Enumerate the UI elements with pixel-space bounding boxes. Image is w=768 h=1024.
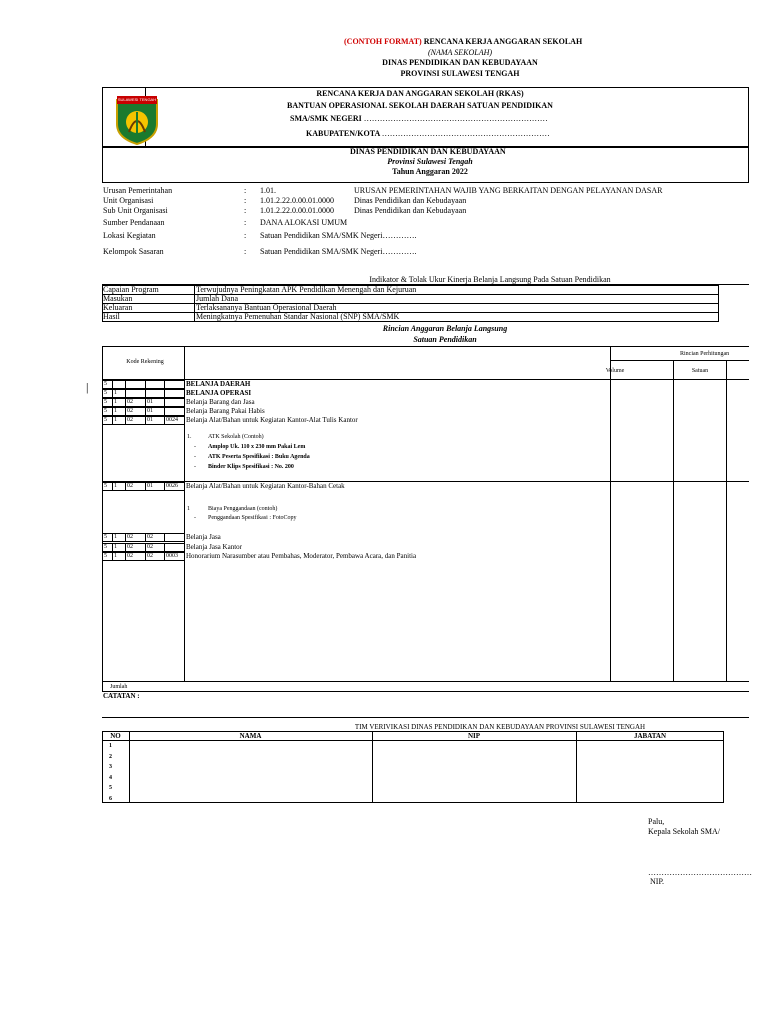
kode-cell: 5 bbox=[104, 553, 107, 559]
uraian-cell: Belanja Barang Pakai Habis bbox=[186, 407, 265, 415]
kode-cell: 5 bbox=[104, 390, 107, 396]
document-title bbox=[344, 37, 582, 47]
kode-cell: 01 bbox=[147, 399, 153, 405]
bosda-title: BANTUAN OPERASIONAL SEKOLAH DAERAH SATUAN PENDIDIKAN bbox=[287, 101, 553, 110]
dinas-block-line2: Provinsi Sulawesi Tengah bbox=[387, 157, 473, 166]
tim-col-no: NO bbox=[110, 732, 121, 740]
dinas-title: DINAS PENDIDIKAN DAN KEBUDAYAAN bbox=[382, 58, 538, 67]
tim-row-number: 2 bbox=[109, 753, 112, 760]
info-value: Dinas Pendidikan dan Kebudayaan bbox=[354, 206, 467, 215]
province-logo bbox=[113, 94, 161, 146]
rincian-subtitle: Satuan Pendidikan bbox=[413, 335, 477, 344]
kode-cell: 1 bbox=[114, 399, 117, 405]
sma-dots: …………………………………………………………… bbox=[363, 114, 548, 123]
atk-item: ATK Peserta Spesifikasi : Buku Agenda bbox=[208, 454, 310, 460]
tim-row-number: 1 bbox=[109, 743, 112, 749]
kode-cell: 5 bbox=[104, 399, 107, 405]
title-paren-open: ( bbox=[344, 37, 347, 46]
logo-text: SULAWESI TENGAH bbox=[117, 97, 157, 102]
tim-table bbox=[102, 731, 724, 803]
info-label: Lokasi Kegiatan bbox=[103, 231, 156, 240]
tim-row-number: 5 bbox=[109, 785, 112, 791]
satuan-header: Satuan bbox=[691, 368, 709, 374]
uraian-cell: BELANJA OPERASI bbox=[186, 389, 252, 397]
kode-cell: 02 bbox=[147, 544, 153, 550]
info-label: Kelompok Sasaran bbox=[103, 247, 164, 256]
sma-line bbox=[290, 114, 548, 124]
kode-cell: 02 bbox=[127, 417, 133, 423]
tim-row-number: 6 bbox=[109, 795, 112, 802]
indikator-label: Masukan bbox=[103, 294, 133, 303]
info-code: 1.01.2.22.0.00.01.0000 bbox=[260, 196, 334, 205]
kab-dots: ……………………………………………………… bbox=[381, 129, 550, 138]
atk-dash: - bbox=[194, 464, 196, 470]
atk-title: ATK Sekolah (Contoh) bbox=[208, 434, 264, 440]
atk-dash: - bbox=[194, 454, 196, 460]
info-label: Sub Unit Organisasi bbox=[103, 206, 168, 215]
atk-dash: - bbox=[194, 444, 196, 450]
kode-cell: 5 bbox=[104, 408, 107, 414]
kode-cell: 0003 bbox=[166, 553, 178, 559]
title-paren-close: ) bbox=[419, 37, 422, 46]
kode-cell: 5 bbox=[104, 417, 107, 423]
sign-city: Palu, bbox=[648, 817, 665, 826]
indikator-value: Terlaksananya Bantuan Operasional Daerah bbox=[196, 303, 337, 312]
info-code: DANA ALOKASI UMUM bbox=[260, 218, 348, 227]
atk-num: 1. bbox=[187, 434, 192, 440]
kode-cell: 0024 bbox=[166, 417, 178, 423]
rincian-title: Rincian Anggaran Belanja Langsung bbox=[382, 324, 508, 333]
dinas-block-line3: Tahun Anggaran 2022 bbox=[392, 167, 468, 176]
kab-label: KABUPATEN/KOTA bbox=[306, 129, 380, 138]
info-code: Satuan Pendidikan SMA/SMK Negeri…………. bbox=[260, 231, 417, 240]
cetak-dash: - bbox=[194, 515, 196, 521]
volume-header: Volume bbox=[605, 368, 625, 374]
kode-cell: 1 bbox=[114, 483, 117, 489]
uraian-cell: Honorarium Narasumber atau Pembahas, Moderator, Pembawa Acara, dan Panitia bbox=[186, 552, 417, 560]
kode-cell: 5 bbox=[104, 381, 107, 387]
kode-cell: 1 bbox=[114, 534, 117, 540]
kab-line bbox=[306, 129, 550, 139]
indikator-label: Keluaran bbox=[103, 303, 133, 312]
kode-cell: 02 bbox=[147, 553, 153, 559]
catatan-label: CATATAN : bbox=[103, 692, 140, 700]
cetak-item: Penggandaan Spesifikasi : FotoCopy bbox=[208, 515, 297, 521]
info-code: Satuan Pendidikan SMA/SMK Negeri…………. bbox=[260, 247, 417, 256]
jumlah-label: Jumlah bbox=[110, 684, 128, 690]
tim-title: TIM VERIVIKASI DINAS PENDIDIKAN DAN KEBUDAYAAN PROVINSI SULAWESI TENGAH bbox=[354, 723, 646, 731]
dinas-block-line1: DINAS PENDIDIKAN DAN KEBUDAYAAN bbox=[350, 147, 506, 156]
rkas-title: RENCANA KERJA DAN ANGGARAN SEKOLAH (RKAS) bbox=[316, 89, 524, 98]
indikator-value: Jumlah Dana bbox=[196, 294, 238, 303]
info-colon: : bbox=[244, 196, 247, 205]
info-colon: : bbox=[244, 186, 247, 195]
kode-cell: 1 bbox=[114, 390, 117, 396]
kode-cell: 02 bbox=[147, 534, 153, 540]
kode-cell: 1 bbox=[114, 408, 117, 414]
sign-nip: NIP. bbox=[650, 877, 665, 886]
kode-rekening-header: Kode Rekening bbox=[126, 359, 164, 365]
kode-cell: 02 bbox=[127, 408, 133, 414]
kode-cell: 02 bbox=[127, 553, 133, 559]
kode-cell: 5 bbox=[104, 544, 107, 550]
tim-row-number: 4 bbox=[109, 774, 112, 781]
atk-item: Binder Klips Spesifikasi : No. 200 bbox=[208, 464, 294, 470]
sign-role: Kepala Sekolah SMA/ bbox=[648, 827, 720, 836]
info-colon: : bbox=[244, 218, 247, 227]
info-code: 1.01.2.22.0.00.01.0000 bbox=[260, 206, 334, 215]
cetak-num: 1 bbox=[187, 506, 190, 512]
tim-col-nip: NIP bbox=[467, 732, 481, 740]
uraian-cell: Belanja Jasa bbox=[186, 533, 221, 541]
atk-item: Amplop Uk. 110 x 230 mm Pakai Lem bbox=[208, 444, 306, 450]
tim-col-jabatan: JABATAN bbox=[633, 732, 667, 740]
indikator-label: Capaian Program bbox=[103, 285, 159, 294]
kode-cell: 01 bbox=[147, 408, 153, 414]
kode-cell: 02 bbox=[127, 534, 133, 540]
kode-cell: 02 bbox=[127, 544, 133, 550]
info-label: Sumber Pendanaan bbox=[103, 218, 165, 227]
kode-cell: 1 bbox=[114, 417, 117, 423]
indikator-title: Indikator & Tolak Ukur Kinerja Belanja Langsung Pada Satuan Pendidikan bbox=[369, 275, 611, 284]
provinsi-title: PROVINSI SULAWESI TENGAH bbox=[400, 69, 520, 78]
uraian-cell: Belanja Alat/Bahan untuk Kegiatan Kantor-Bahan Cetak bbox=[186, 482, 345, 490]
info-colon: : bbox=[244, 231, 247, 240]
sign-dots: ………………………………… bbox=[648, 868, 752, 877]
uraian-cell: BELANJA DAERAH bbox=[186, 380, 251, 388]
info-value: URUSAN PEMERINTAHAN WAJIB YANG BERKAITAN DENGAN PELAYANAN DASAR bbox=[354, 186, 663, 195]
kode-cell: 0026 bbox=[166, 483, 178, 489]
info-colon: : bbox=[244, 206, 247, 215]
tim-col-nama: NAMA bbox=[239, 732, 262, 740]
info-label: Urusan Pemerintahan bbox=[103, 186, 173, 195]
info-label: Unit Organisasi bbox=[103, 196, 154, 205]
uraian-cell: Belanja Jasa Kantor bbox=[186, 543, 242, 551]
indikator-value: Terwujudnya Peningkatan APK Pendidikan Menengah dan Kejuruan bbox=[196, 285, 417, 294]
cetak-title: Biaya Penggandaan (contoh) bbox=[208, 506, 278, 512]
indikator-label: Hasil bbox=[103, 312, 120, 321]
kode-cell: 5 bbox=[104, 483, 107, 489]
nama-sekolah: (NAMA SEKOLAH) bbox=[427, 48, 493, 57]
kode-cell: 1 bbox=[114, 553, 117, 559]
uraian-cell: Belanja Barang dan Jasa bbox=[186, 398, 255, 406]
tim-row-number: 3 bbox=[109, 764, 112, 770]
rincian-perhitungan-header: Rincian Perhitungan bbox=[680, 351, 730, 357]
title-contoh: CONTOH FORMAT bbox=[346, 37, 420, 46]
kode-cell: 01 bbox=[147, 483, 153, 489]
kode-cell: 5 bbox=[104, 534, 107, 540]
indikator-value: Meningkatnya Pemenuhan Standar Nasional (SNP) SMA/SMK bbox=[196, 312, 400, 321]
title-main: RENCANA KERJA ANGGARAN SEKOLAH bbox=[421, 37, 583, 46]
info-code: 1.01. bbox=[260, 186, 276, 195]
kode-cell: 02 bbox=[127, 399, 133, 405]
info-colon: : bbox=[244, 247, 247, 256]
uraian-cell: Belanja Alat/Bahan untuk Kegiatan Kantor-Alat Tulis Kantor bbox=[186, 416, 358, 424]
sma-label: SMA/SMK NEGERI bbox=[290, 114, 362, 123]
kode-cell: 1 bbox=[114, 544, 117, 550]
kode-cell: 02 bbox=[127, 483, 133, 489]
info-value: Dinas Pendidikan dan Kebudayaan bbox=[354, 196, 467, 205]
kode-cell: 01 bbox=[147, 417, 153, 423]
text-cursor: | bbox=[86, 380, 89, 394]
